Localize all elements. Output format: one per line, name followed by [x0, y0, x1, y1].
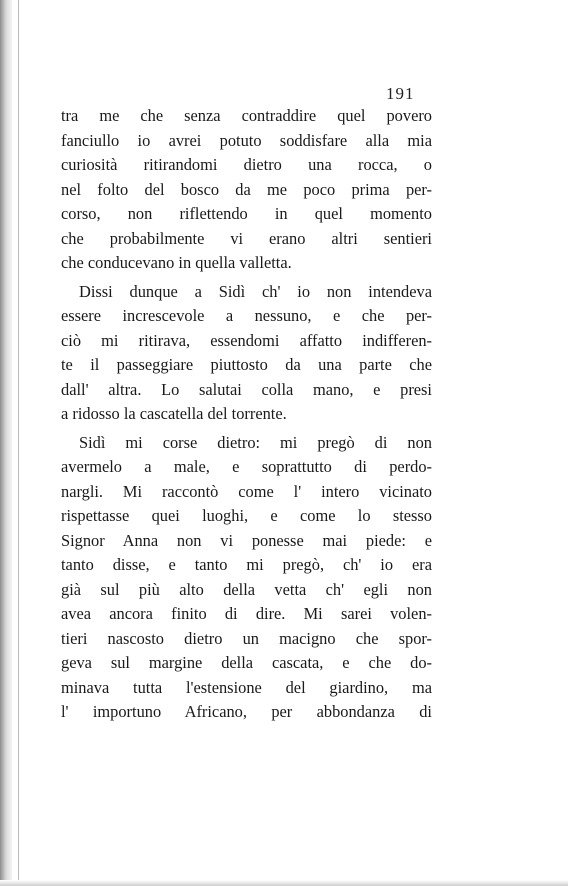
- text-line: ciò mi ritirava, essendomi affatto indifferen-: [61, 330, 432, 350]
- text-line: già sul più alto della vetta ch' egli non: [61, 579, 432, 599]
- text-line: curiosità ritirandomi dietro una rocca, o: [61, 155, 432, 174]
- scan-gutter-line: [18, 0, 19, 886]
- text-line: rispettasse quei luoghi, e come lo stesso: [61, 506, 432, 525]
- text-line: te il passeggiare piuttosto da una parte che: [61, 355, 432, 374]
- text-line: tieri nascosto dietro un macigno che spor-: [61, 628, 432, 648]
- text-line: Signor Anna non vi ponesse mai piede: e: [61, 530, 432, 550]
- text-line: fanciullo io avrei potuto soddisfare alla mia: [61, 130, 432, 150]
- text-line: l' importuno Africano, per abbondanza di: [61, 702, 432, 721]
- text-line: essere increscevole a nessuno, e che per-: [61, 306, 432, 325]
- text-line: avermelo a male, e soprattutto di perdo-: [61, 457, 432, 476]
- text-line: a ridosso la cascatella del torrente.: [61, 404, 287, 423]
- body-text: [61, 104, 432, 725]
- text-line: che conducevano in quella valletta.: [61, 253, 292, 272]
- paragraph-3: [61, 431, 432, 725]
- text-line: avea ancora finito di dire. Mi sarei volen-: [61, 604, 432, 623]
- paragraph-2: [61, 280, 432, 427]
- text-line: che probabilmente vi erano altri sentieri: [61, 228, 432, 248]
- text-line: nargli. Mi raccontò come l' intero vicinato: [61, 481, 432, 501]
- text-line: minava tutta l'estensione del giardino, ma: [61, 677, 432, 697]
- text-line: tra me che senza contraddire quel povero: [61, 106, 432, 125]
- page-number: 191: [386, 84, 415, 103]
- text-line: dall' altra. Lo salutai colla mano, e presi: [61, 379, 432, 399]
- text-line: corso, non riflettendo in quel momento: [61, 204, 432, 223]
- scan-shadow-bottom: [0, 880, 568, 886]
- paragraph-1: [61, 104, 432, 276]
- text-line: Dissi dunque a Sidì ch' io non intendeva: [79, 281, 432, 301]
- text-line: geva sul margine della cascata, e che do-: [61, 653, 432, 672]
- scan-shadow-left: [0, 0, 12, 886]
- text-line: Sidì mi corse dietro: mi pregò di non: [79, 432, 432, 452]
- text-line: tanto disse, e tanto mi pregò, ch' io era: [61, 555, 432, 574]
- text-line: nel folto del bosco da me poco prima per-: [61, 179, 432, 199]
